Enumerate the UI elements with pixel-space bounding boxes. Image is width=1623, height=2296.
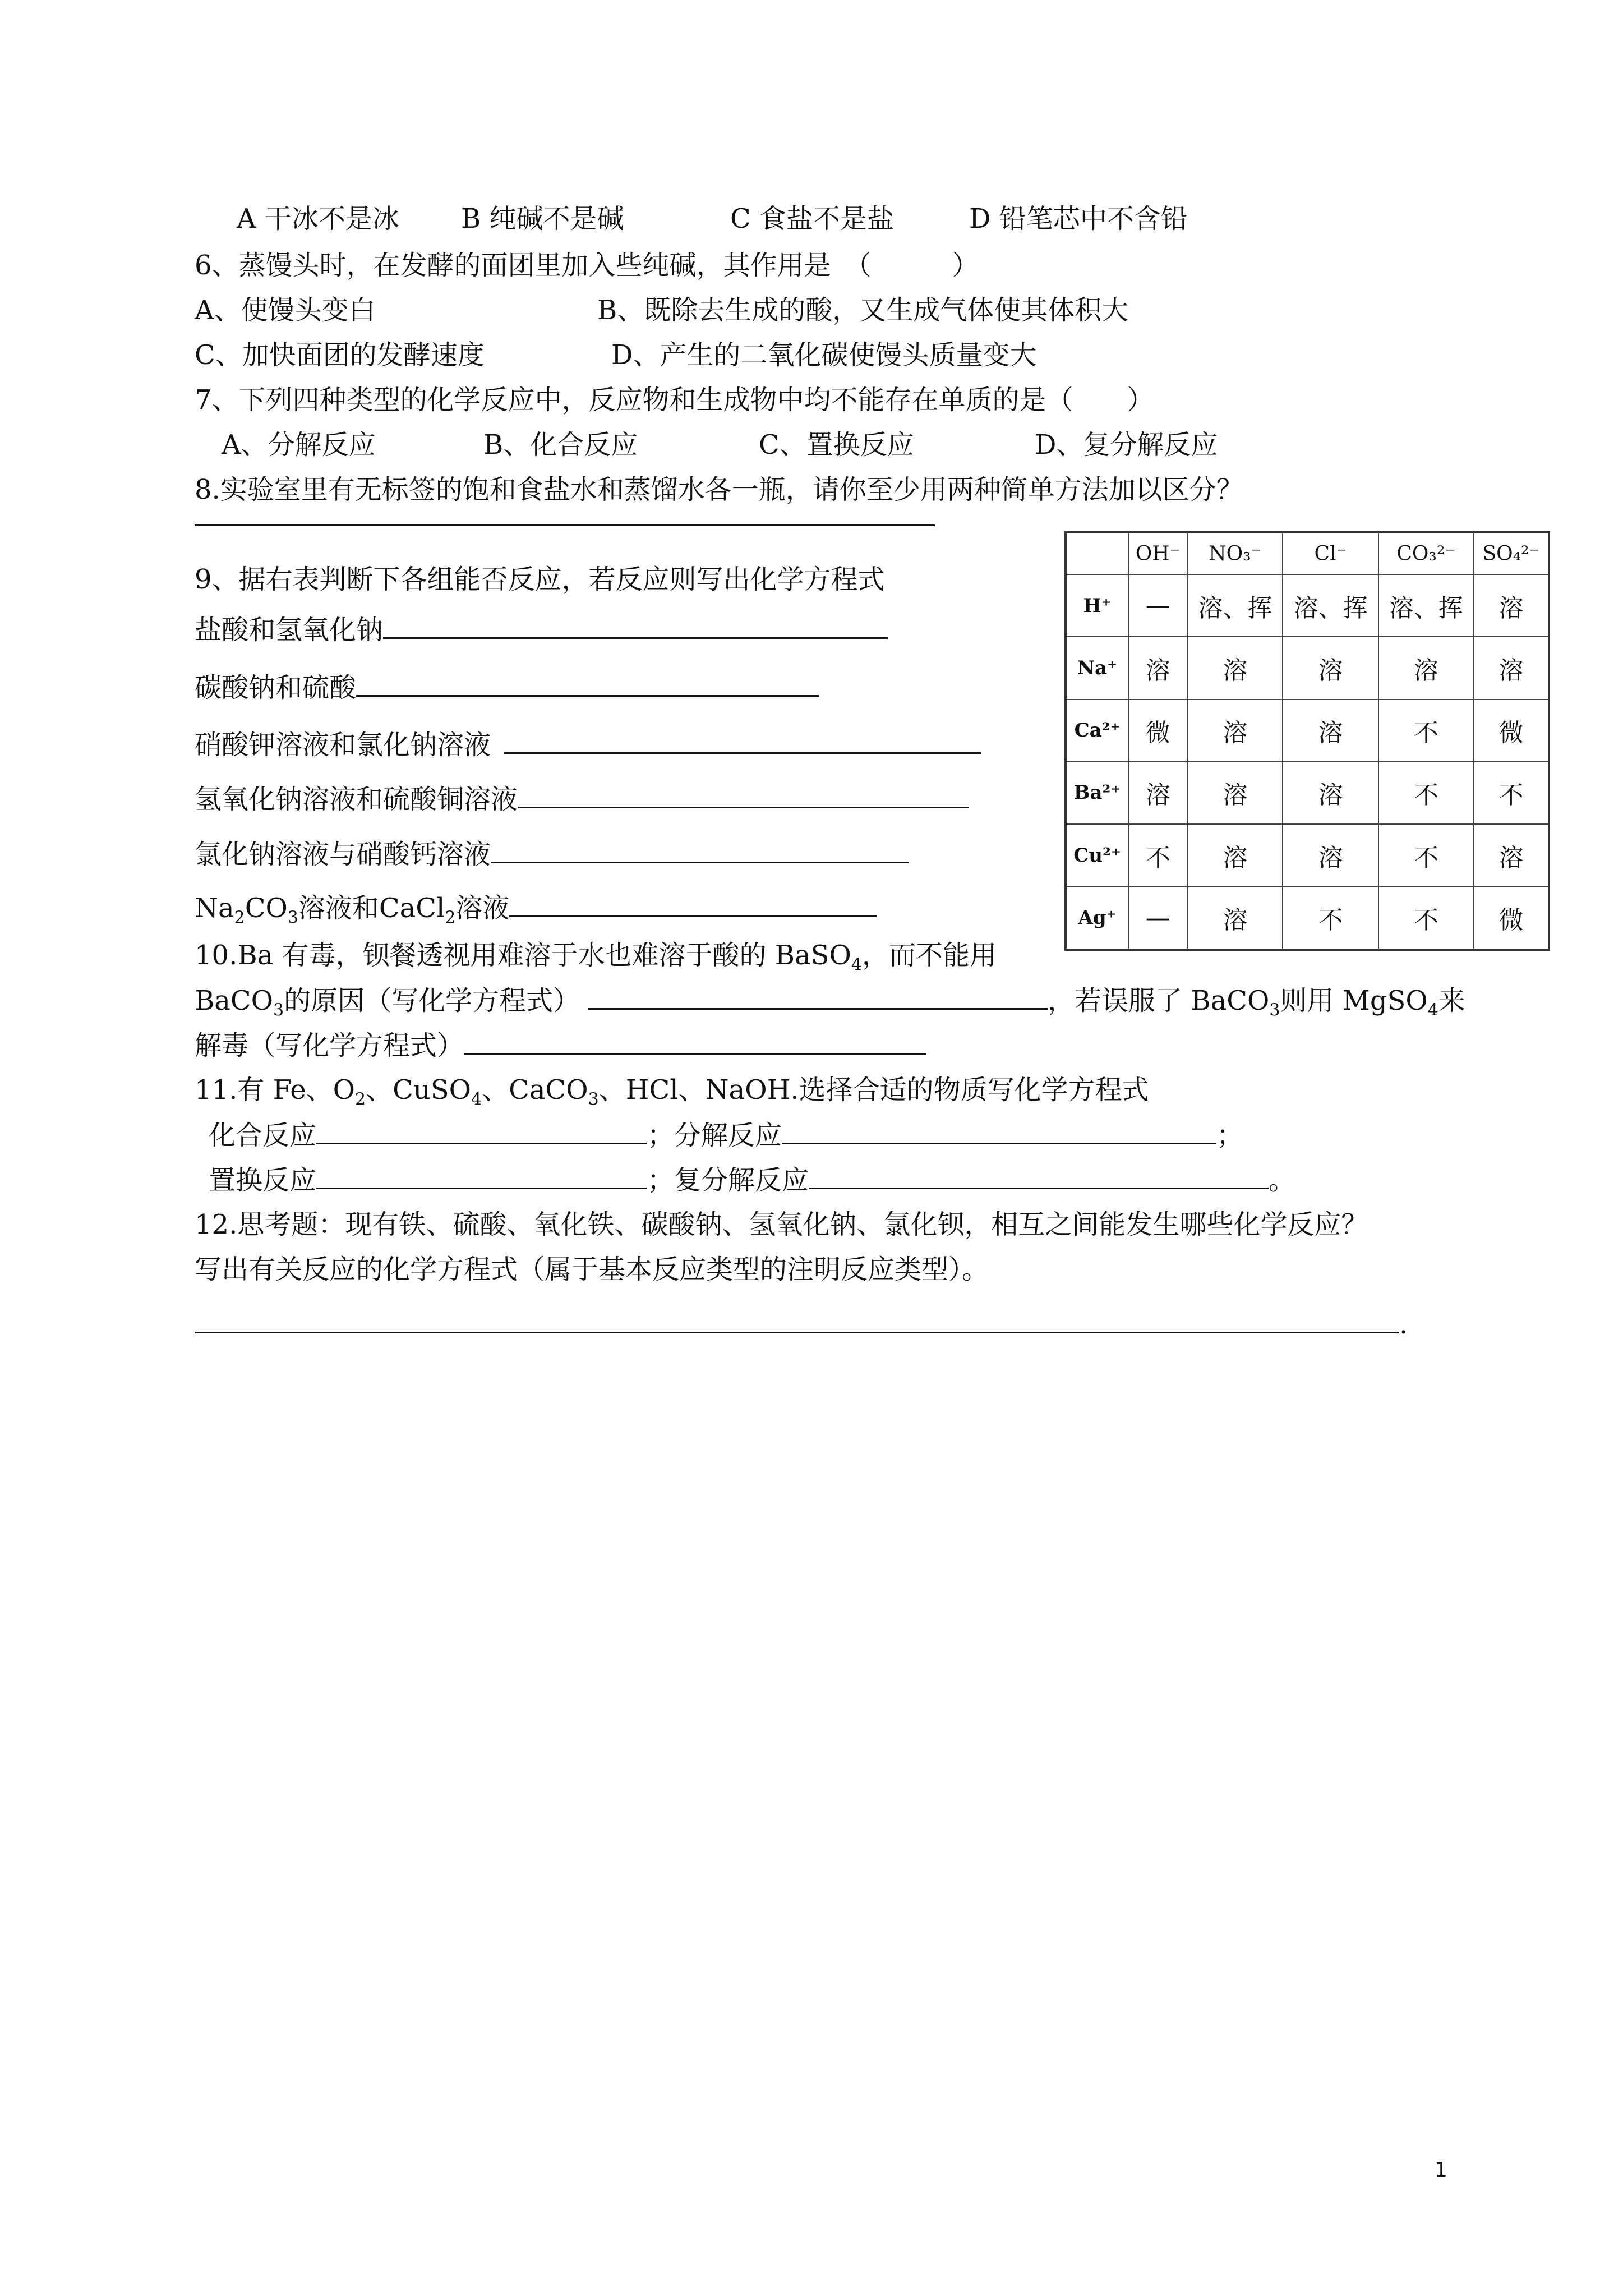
q5-option-d: D 铅笔芯中不含铅 [969, 203, 1188, 234]
q10-line-3: 解毒（写化学方程式） [195, 1028, 926, 1062]
q11-answer-line-2[interactable] [782, 1118, 1216, 1144]
cation-label: Ag⁺ [1066, 886, 1128, 950]
table-cell: 溶 [1283, 824, 1378, 886]
q12-answer-line[interactable] [195, 1307, 1399, 1333]
anion-header: NO₃⁻ [1187, 532, 1283, 574]
q6-option-a: A、使馒头变白 [195, 295, 376, 326]
table-row [1066, 824, 1549, 886]
q11-answer-line-4[interactable] [809, 1163, 1269, 1189]
table-cell: 不 [1378, 762, 1474, 824]
cation-label: Cu²⁺ [1066, 824, 1128, 886]
table-cell: — [1128, 886, 1187, 950]
table-row [1066, 762, 1549, 824]
table-cell: 溶 [1474, 824, 1549, 886]
table-cell: 溶 [1283, 762, 1378, 824]
cation-label: H⁺ [1066, 574, 1128, 637]
q11-answer-line-3[interactable] [316, 1163, 647, 1189]
q11-answer-line-1[interactable] [316, 1118, 647, 1144]
anion-header: SO₄²⁻ [1474, 532, 1549, 574]
q12-line-1: 12.思考题：现有铁、硫酸、氧化铁、碳酸钠、氢氧化钠、氯化钡，相互之间能发生哪些化学反应？ [195, 1209, 1368, 1240]
q8-answer-line[interactable] [195, 524, 935, 526]
table-cell: 溶、挥 [1187, 574, 1283, 637]
q9-answer-line-2[interactable] [356, 670, 819, 697]
q7-option-a: A、分解反应 [222, 429, 376, 461]
table-cell: 微 [1474, 886, 1549, 950]
q11-stem: 11.有 Fe、$O_2$、CuSO$_4$、CaCO$_3$、HCl、NaOH.选择合适的物质写化学方程式 [195, 1074, 1149, 1110]
cation-label: Na⁺ [1066, 637, 1128, 699]
table-cell: 不 [1378, 700, 1474, 762]
table-cell: 溶 [1474, 637, 1549, 699]
q7-option-d: D、复分解反应 [1035, 429, 1218, 461]
q9-answer-line-1[interactable] [383, 613, 888, 639]
q6-stem: 6、蒸馒头时，在发酵的面团里加入些纯碱，其作用是 （ ） [195, 250, 979, 281]
q10-answer-line-2[interactable] [464, 1028, 926, 1055]
q9-answer-line-6[interactable] [509, 891, 877, 917]
table-cell: 不 [1128, 824, 1187, 886]
q9-answer-line-5[interactable] [491, 837, 909, 863]
q10-line-1: 10.Ba 有毒，钡餐透视用难溶于水也难溶于酸的 BaSO$_4$，而不能用 [195, 940, 997, 975]
table-header-row [1066, 532, 1549, 574]
q12-answer: . [195, 1307, 1408, 1341]
q7-stem: 7、下列四种类型的化学反应中，反应物和生成物中均不能存在单质的是（ ） [195, 384, 1154, 416]
table-cell: 溶 [1128, 762, 1187, 824]
q12-line-2: 写出有关反应的化学方程式（属于基本反应类型的注明反应类型）。 [195, 1254, 989, 1285]
table-row [1066, 637, 1549, 699]
table-cell: 溶 [1187, 886, 1283, 950]
table-cell: 溶 [1283, 700, 1378, 762]
q6-option-c: C、加快面团的发酵速度 [195, 339, 485, 371]
q9-answer-line-3[interactable] [504, 728, 981, 754]
table-cell: 溶、挥 [1378, 574, 1474, 637]
table-row [1066, 700, 1549, 762]
table-row [1066, 886, 1549, 950]
table-cell: 溶 [1187, 762, 1283, 824]
q6-option-d: D、产生的二氧化碳使馒头质量变大 [611, 339, 1037, 371]
table-cell: 不 [1378, 886, 1474, 950]
q7-option-b: B、化合反应 [483, 429, 638, 461]
q7-option-c: C、置换反应 [759, 429, 914, 461]
cation-label: Ba²⁺ [1066, 762, 1128, 824]
table-cell: — [1128, 574, 1187, 637]
table-cell: 溶 [1474, 574, 1549, 637]
table-cell: 微 [1128, 700, 1187, 762]
q5-option-c: C 食盐不是盐 [730, 203, 894, 234]
table-cell: 不 [1474, 762, 1549, 824]
table-cell: 微 [1474, 700, 1549, 762]
q11-line-2: 置换反应 ；复分解反应 。 [209, 1163, 1295, 1197]
anion-header: Cl⁻ [1283, 532, 1378, 574]
q9-stem: 9、据右表判断下各组能否反应，若反应则写出化学方程式 [195, 564, 885, 595]
q5-option-a: A 干冰不是冰 [237, 203, 399, 234]
table-cell: 不 [1378, 824, 1474, 886]
q10-line-2: BaCO$_3$的原因（写化学方程式） ，若误服了 BaCO$_3$则用 MgSO$_4$来 [195, 983, 1465, 1028]
page-number: 1 [1435, 2159, 1447, 2182]
q11-line-1: 化合反应 ；分解反应 ； [209, 1118, 1243, 1152]
q10-answer-line-1[interactable] [588, 983, 1048, 1010]
table-cell: 溶 [1128, 637, 1187, 699]
q5-option-b: B 纯碱不是碱 [461, 203, 624, 234]
q9-item-6: $Na_2CO_3$溶液和CaCl$_2$溶液 [195, 891, 877, 935]
cation-label: Ca²⁺ [1066, 700, 1128, 762]
solubility-table [1064, 531, 1550, 951]
q9-item-1: 盐酸和氢氧化钠 [195, 613, 888, 647]
q6-option-b: B、既除去生成的酸，又生成气体使其体积大 [597, 295, 1129, 326]
table-cell: 溶 [1187, 700, 1283, 762]
table-cell: 溶 [1378, 637, 1474, 699]
table-cell: 溶 [1283, 637, 1378, 699]
table-corner-cell [1066, 532, 1128, 574]
q9-item-4: 氢氧化钠溶液和硫酸铜溶液 [195, 782, 969, 816]
q9-item-3: 硝酸钾溶液和氯化钠溶液 [195, 728, 981, 762]
q8-stem: 8.实验室里有无标签的饱和食盐水和蒸馏水各一瓶，请你至少用两种简单方法加以区分？ [195, 474, 1243, 505]
anion-header: CO₃²⁻ [1378, 532, 1474, 574]
q9-item-5: 氯化钠溶液与硝酸钙溶液 [195, 837, 909, 871]
q9-item-2: 碳酸钠和硫酸 [195, 670, 819, 705]
table-cell: 溶 [1187, 824, 1283, 886]
table-row [1066, 574, 1549, 637]
q9-answer-line-4[interactable] [518, 782, 969, 808]
table-cell: 溶、挥 [1283, 574, 1378, 637]
anion-header: OH⁻ [1128, 532, 1187, 574]
table-cell: 不 [1283, 886, 1378, 950]
table-cell: 溶 [1187, 637, 1283, 699]
